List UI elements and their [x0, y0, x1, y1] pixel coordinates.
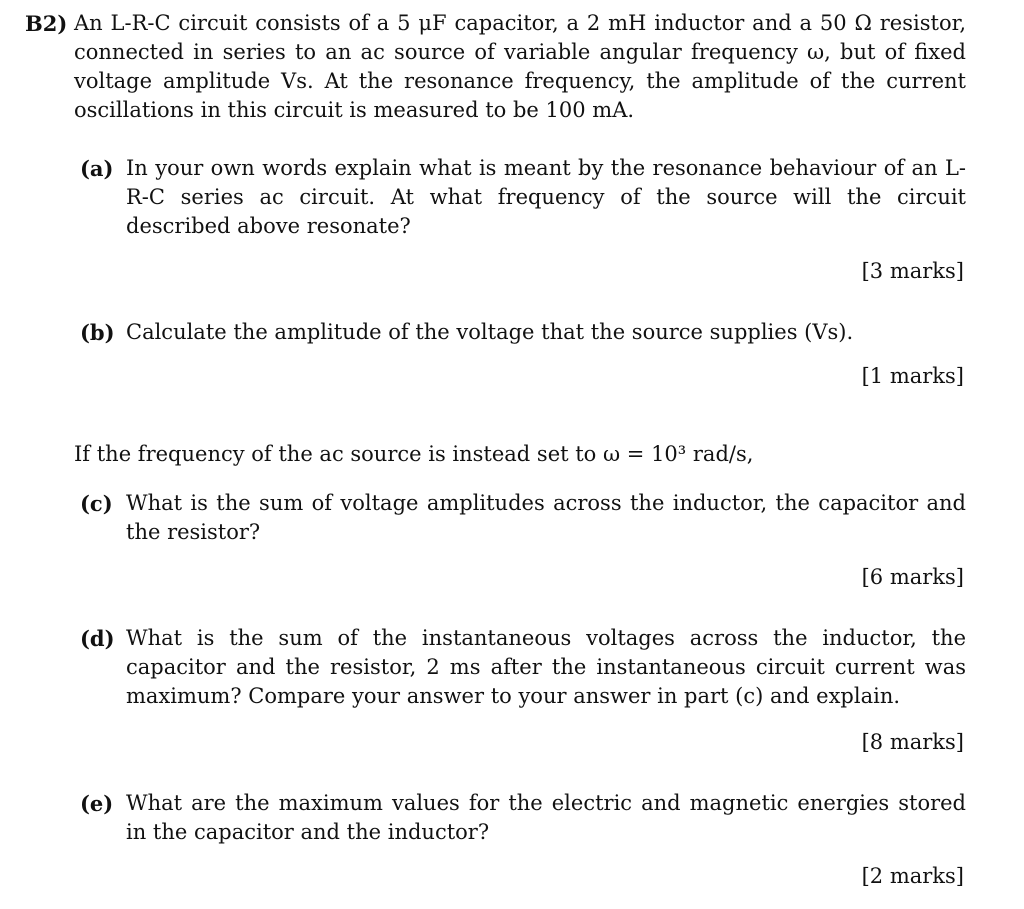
part-e-label: (e) — [80, 791, 114, 816]
part-d-marks: [8 marks] — [861, 730, 964, 754]
part-c-label: (c) — [80, 491, 113, 516]
part-b-text: Calculate the amplitude of the voltage that the source supplies (Vs). — [126, 320, 854, 344]
part-c-marks: [6 marks] — [861, 565, 964, 589]
part-b-label: (b) — [80, 320, 115, 345]
part-d-label: (d) — [80, 626, 115, 651]
part-e-marks: [2 marks] — [861, 864, 964, 888]
part-a-marks: [3 marks] — [861, 259, 964, 283]
part-c-text: What is the sum of voltage amplitudes across the inductor, the capacitor and the resistor? — [126, 491, 966, 544]
part-e-text: What are the maximum values for the electric and magnetic energies stored in the capacitor and the inductor? — [126, 791, 966, 844]
part-a-text: In your own words explain what is meant by the resonance behaviour of an L-R-C series ac circuit. At what frequency of the source will the circuit described above resonate? — [126, 156, 966, 238]
question-intro: An L-R-C circuit consists of a 5 μF capacitor, a 2 mH inductor and a 50 Ω resistor, connected in series to an ac source of variable angular frequency ω, but of fixed voltage amplitude Vs. At the resonance frequency, the amplitude of the current oscillations in this circuit is measured to be 100 mA. — [74, 11, 966, 122]
question-number: B2) — [25, 11, 68, 36]
part-b-marks: [1 marks] — [861, 364, 964, 388]
frequency-condition: If the frequency of the ac source is instead set to ω = 10³ rad/s, — [74, 442, 754, 466]
part-a-label: (a) — [80, 156, 114, 181]
part-d-text: What is the sum of the instantaneous voltages across the inductor, the capacitor and the resistor, 2 ms after the instantaneous circuit current was maximum? Compare your answer to your answer in part (c) and explain. — [126, 626, 966, 708]
